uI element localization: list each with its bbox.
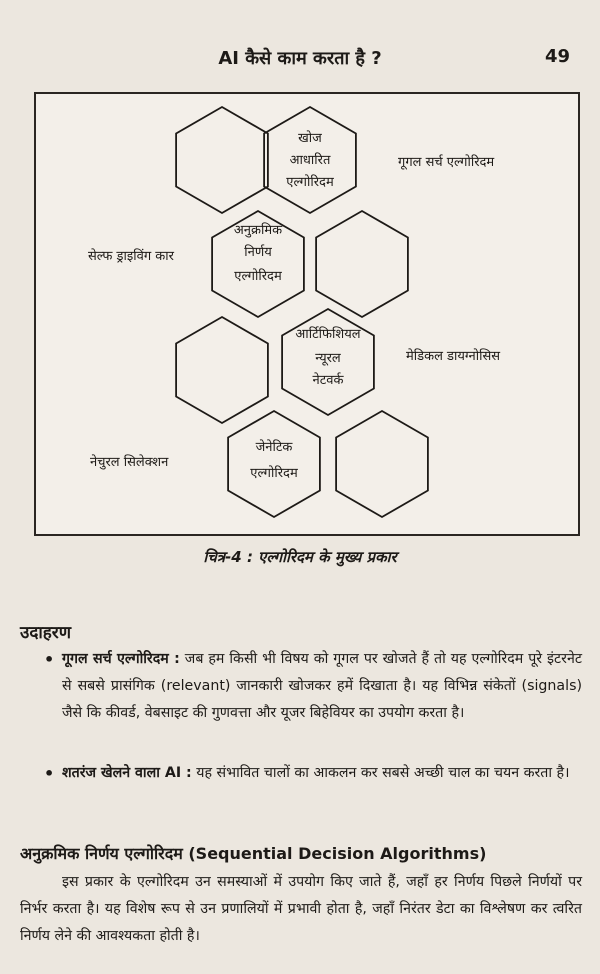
hex-5-line-2: न्यूरल bbox=[315, 351, 341, 366]
running-header: AI कैसे काम करता है ? bbox=[218, 48, 382, 69]
page-number: 49 bbox=[544, 46, 570, 67]
example-item-google bbox=[44, 646, 582, 727]
bullet-icon: • bbox=[44, 764, 55, 783]
hexagon-diagram bbox=[36, 94, 578, 534]
label-natural-selection: नेचुरल सिलेक्शन bbox=[90, 455, 169, 470]
hex-label-sequential bbox=[234, 222, 283, 284]
section-paragraph: इस प्रकार के एल्गोरिदम उन समस्याओं में उपयोग किए जाते हैं, जहाँ हर निर्णय पिछले निर्णयों पर निर्भर करता है। यह विशेष रूप से उन प्रणालियों में प्रभावी होता है, जहाँ निरंतर डेटा का विश्लेषण कर त्वरित निर्णय लेने की आवश्यकता होती है। bbox=[20, 874, 582, 944]
section-heading: अनुक्रमिक निर्णय एल्गोरिदम (Sequential Decision Algorithms) bbox=[20, 844, 487, 863]
hexagon-4 bbox=[176, 317, 268, 423]
label-google-search: गूगल सर्च एल्गोरिदम bbox=[398, 155, 495, 170]
examples-heading: उदाहरण bbox=[20, 623, 72, 643]
example-text: यह संभावित चालों का आकलन कर सबसे अच्छी चाल का चयन करता है। bbox=[196, 765, 570, 781]
hex-2-line-3: एल्गोरिदम bbox=[234, 269, 282, 284]
label-medical-diagnosis: मेडिकल डायग्नोसिस bbox=[406, 349, 501, 364]
figure-caption: चित्र-4 : एल्गोरिदम के मुख्य प्रकार bbox=[203, 548, 397, 566]
hexagon-0 bbox=[176, 107, 268, 213]
hex-2-line-1: अनुक्रमिक bbox=[233, 223, 283, 238]
example-item-chess bbox=[44, 760, 582, 787]
hex-5-line-3: नेटवर्क bbox=[312, 373, 344, 388]
hex-1-line-1: खोज bbox=[298, 131, 322, 146]
hex-label-search bbox=[286, 130, 334, 190]
hex-1-line-3: एल्गोरिदम bbox=[286, 175, 334, 190]
example-term: गूगल सर्च एल्गोरिदम : bbox=[62, 651, 180, 667]
label-self-driving: सेल्फ ड्राइविंग कार bbox=[88, 249, 174, 264]
bullet-icon: • bbox=[44, 650, 55, 669]
figure-frame bbox=[34, 92, 580, 536]
hex-6-line-1: जेनेटिक bbox=[255, 440, 293, 455]
hex-label-genetic bbox=[250, 439, 298, 481]
hex-2-line-2: निर्णय bbox=[244, 245, 272, 260]
hex-label-neural bbox=[295, 326, 360, 388]
hexagon-6 bbox=[228, 411, 320, 517]
hex-6-line-2: एल्गोरिदम bbox=[250, 466, 298, 481]
hexagon-7 bbox=[336, 411, 428, 517]
hexagon-3 bbox=[316, 211, 408, 317]
hex-1-line-2: आधारित bbox=[289, 153, 331, 168]
hex-5-line-1: आर्टिफिशियल bbox=[295, 327, 361, 342]
example-term: शतरंज खेलने वाला AI : bbox=[62, 765, 192, 781]
example-text: जब हम किसी भी विषय को गूगल पर खोजते हैं तो यह एल्गोरिदम पूरे इंटरनेट से सबसे प्रासंगिक (relevant) जानकारी खोजकर हमें दिखाता है। यह विभिन्न संकेतों (signals) जैसे कि कीवर्ड, वेबसाइट की गुणवत्ता और यूजर बिहेवियर का उपयोग करता है। bbox=[62, 651, 582, 721]
